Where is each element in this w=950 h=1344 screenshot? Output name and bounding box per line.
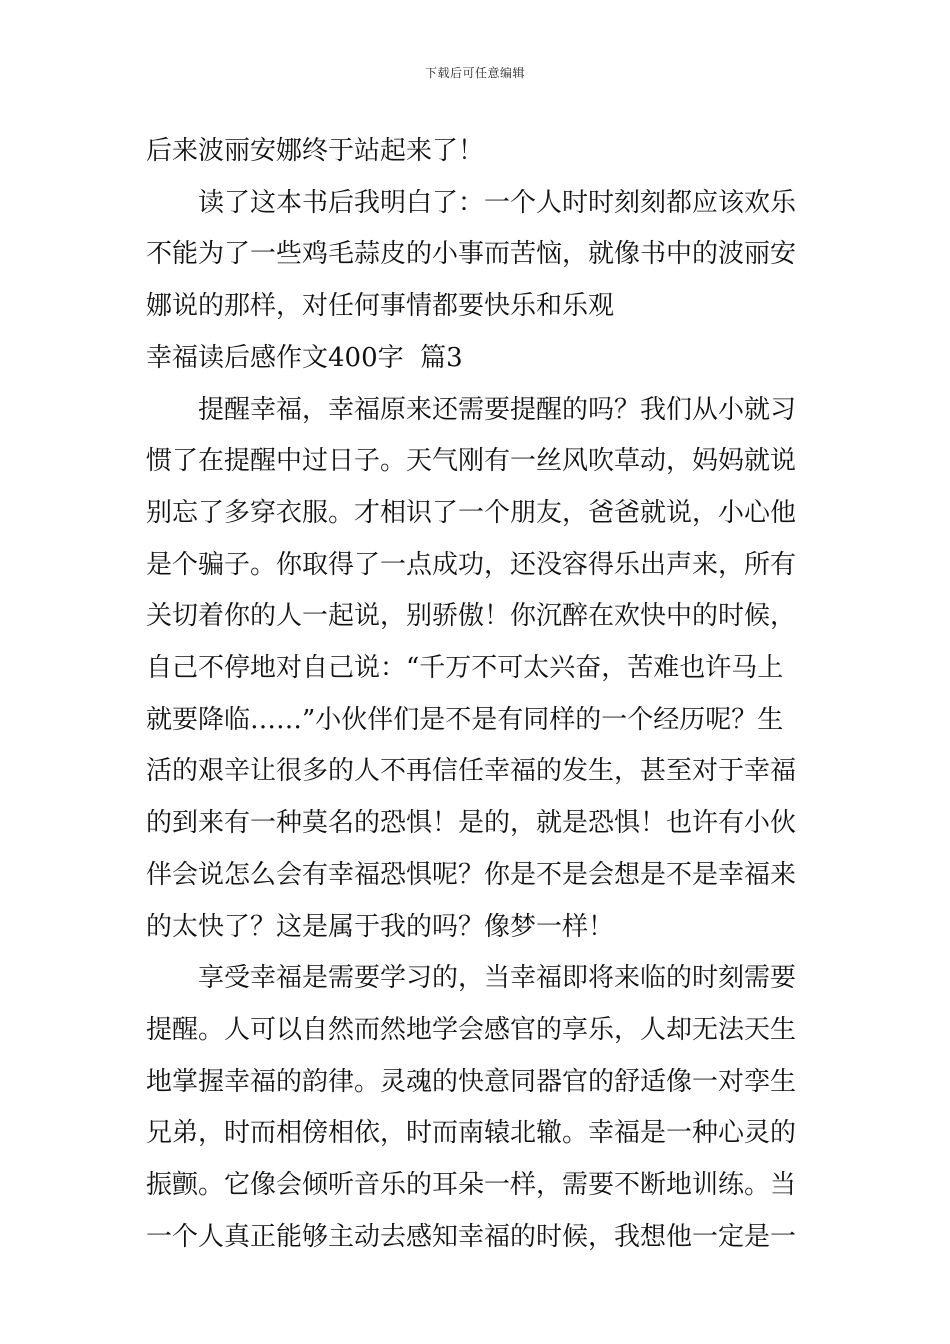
header-note: 下载后可任意编辑 (424, 66, 525, 80)
text-line: 提醒幸福，幸福原来还需要提醒的吗？我们从小就习 (198, 394, 797, 425)
text-line: 关切着你的人一起说，别骄傲！你沉醉在欢快中的时候， (146, 601, 797, 632)
section-heading-text: 幸福读后感作文400字 篇3 (146, 342, 463, 373)
section-heading (146, 333, 806, 385)
document-body (146, 126, 806, 1263)
text-line: 振颤。它像会倾听音乐的耳朵一样，需要不断地训练。当 (146, 1170, 797, 1201)
text-line: 就要降临……”小伙伴们是不是有同样的一个经历呢？生 (146, 704, 784, 735)
text-line: 兄弟，时而相傍相依，时而南辕北辙。幸福是一种心灵的 (146, 1118, 797, 1149)
text-line: 娜说的那样，对任何事情都要快乐和乐观 (146, 291, 615, 322)
text-line: 的到来有一种莫名的恐惧！是的，就是恐惧！也许有小伙 (146, 808, 797, 839)
paragraph-2 (146, 178, 806, 333)
text-line: 是个骗子。你取得了一点成功，还没容得乐出声来，所有 (146, 549, 797, 580)
text-line: 不能为了一些鸡毛蒜皮的小事而苦恼，就像书中的波丽安 (146, 239, 797, 270)
text-line: 别忘了多穿衣服。才相识了一个朋友，爸爸就说，小心他 (146, 497, 797, 528)
paragraph-1 (146, 126, 806, 178)
text-line: 提醒。人可以自然而然地学会感官的享乐，人却无法天生 (146, 1014, 797, 1045)
text-line: 自己不停地对自己说：“千万不可太兴奋，苦难也许马上 (146, 653, 784, 684)
text-line: 惯了在提醒中过日子。天气刚有一丝风吹草动，妈妈就说 (146, 446, 797, 477)
text-line: 读了这本书后我明白了：一个人时时刻刻都应该欢乐 (198, 187, 797, 218)
text-line: 后来波丽安娜终于站起来了！ (146, 136, 485, 166)
text-line: 地掌握幸福的韵律。灵魂的快意同器官的舒适像一对孪生 (146, 1066, 797, 1097)
paragraph-3 (146, 385, 806, 954)
text-line: 一个人真正能够主动去感知幸福的时候，我想他一定是一 (146, 1221, 797, 1252)
text-line: 享受幸福是需要学习的，当幸福即将来临的时刻需要 (198, 963, 797, 994)
text-line: 的太快了？这是属于我的吗？像梦一样！ (146, 911, 615, 942)
text-line: 伴会说怎么会有幸福恐惧呢？你是不是会想是不是幸福来 (146, 859, 797, 890)
text-line: 活的艰辛让很多的人不再信任幸福的发生，甚至对于幸福 (146, 756, 797, 787)
paragraph-4 (146, 953, 806, 1263)
